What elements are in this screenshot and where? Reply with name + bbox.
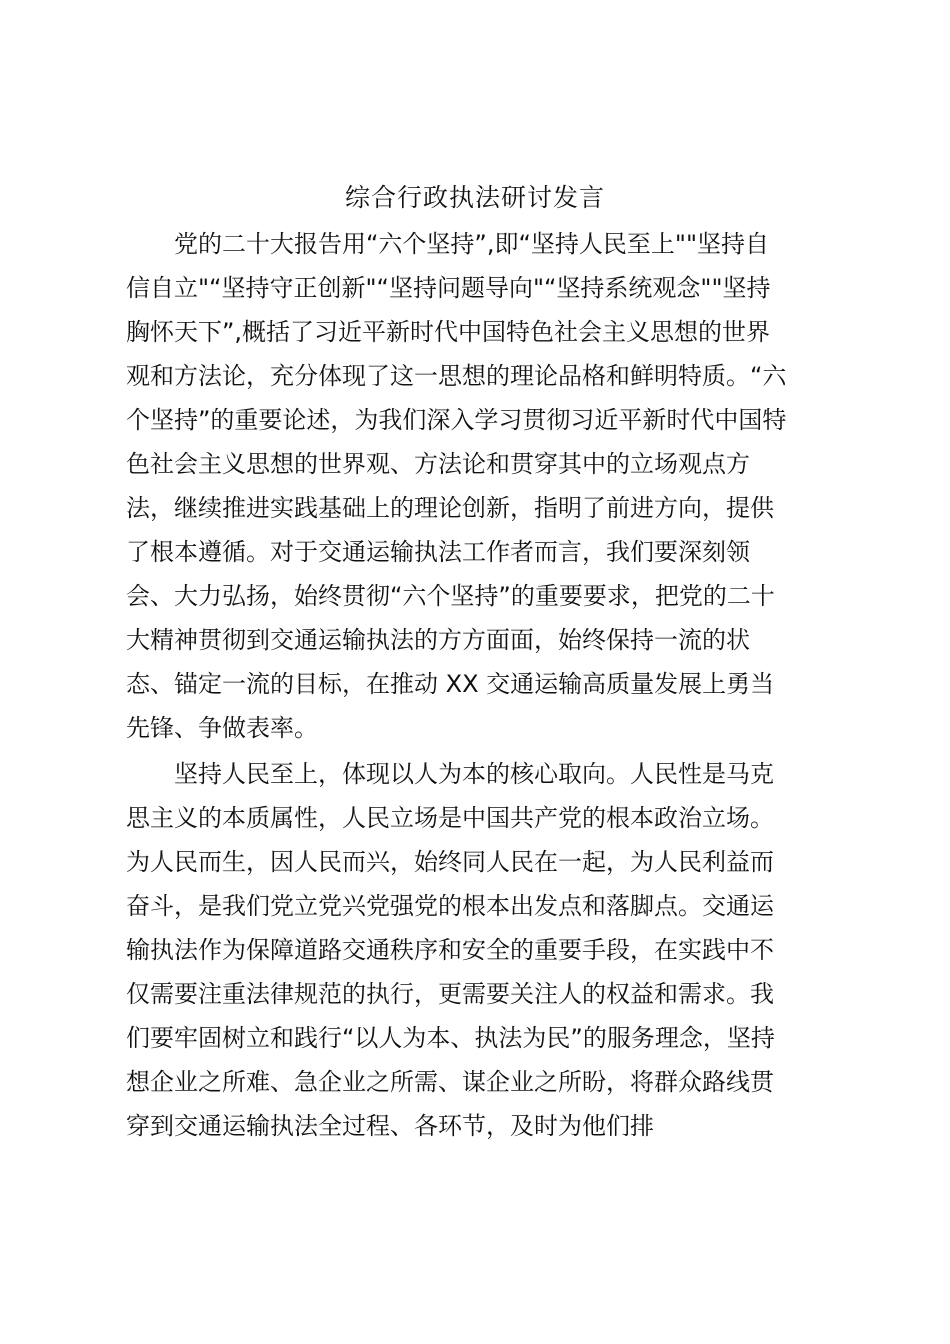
text-line: 会、大力弘扬，始终贯彻“六个坚持”的重要要求，把党的二十 (126, 582, 775, 610)
text-line: 法，继续推进实践基础上的理论创新，指明了前进方向，提供 (126, 494, 774, 522)
text-line: 穿到交通运输执法全过程、各环节，及时为他们排 (126, 1112, 654, 1140)
paragraph-1 (126, 222, 826, 750)
text-line: 个坚持”的重要论述，为我们深入学习贯彻习近平新时代中国特 (126, 406, 787, 434)
paragraph-2 (126, 752, 826, 1148)
text-line: 坚持人民至上，体现以人为本的核心取向。人民性是马克 (126, 760, 774, 788)
text-line: 输执法作为保障道路交通秩序和安全的重要手段，在实践中不 (126, 936, 774, 964)
text-line: 观和方法论，充分体现了这一思想的理论品格和鲜明特质。“六 (126, 362, 787, 390)
document-body (126, 222, 826, 1148)
text-line: 大精神贯彻到交通运输执法的方方面面，始终保持一流的状 (126, 626, 750, 654)
text-line: 先锋、争做表率。 (126, 714, 318, 742)
text-line: 信自立"“坚持守正创新"“坚持问题导向"“坚持系统观念""坚持 (126, 274, 771, 302)
text-line: 色社会主义思想的世界观、方法论和贯穿其中的立场观点方 (126, 450, 750, 478)
text-line: 想企业之所难、急企业之所需、谋企业之所盼，将群众路线贯 (126, 1068, 774, 1096)
text-line: 奋斗，是我们党立党兴党强党的根本出发点和落脚点。交通运 (126, 892, 774, 920)
text-line: 思主义的本质属性，人民立场是中国共产党的根本政治立场。 (126, 804, 774, 832)
text-line: 仅需要注重法律规范的执行，更需要关注人的权益和需求。我 (126, 980, 774, 1008)
text-line: 党的二十大报告用“六个坚持”,即“坚持人民至上""坚持自 (126, 230, 770, 258)
text-line: 为人民而生，因人民而兴，始终同人民在一起，为人民利益而 (126, 848, 774, 876)
text-line: 了根本遵循。对于交通运输执法工作者而言，我们要深刻领 (126, 538, 750, 566)
document-title: 综合行政执法研讨发言 (344, 183, 605, 212)
text-line: 们要牢固树立和践行“以人为本、执法为民”的服务理念，坚持 (126, 1024, 775, 1052)
text-line: 态、锚定一流的目标，在推动 XX 交通运输高质量发展上勇当 (126, 670, 775, 698)
text-line: 胸怀天下”,概括了习近平新时代中国特色社会主义思想的世界 (126, 318, 771, 346)
